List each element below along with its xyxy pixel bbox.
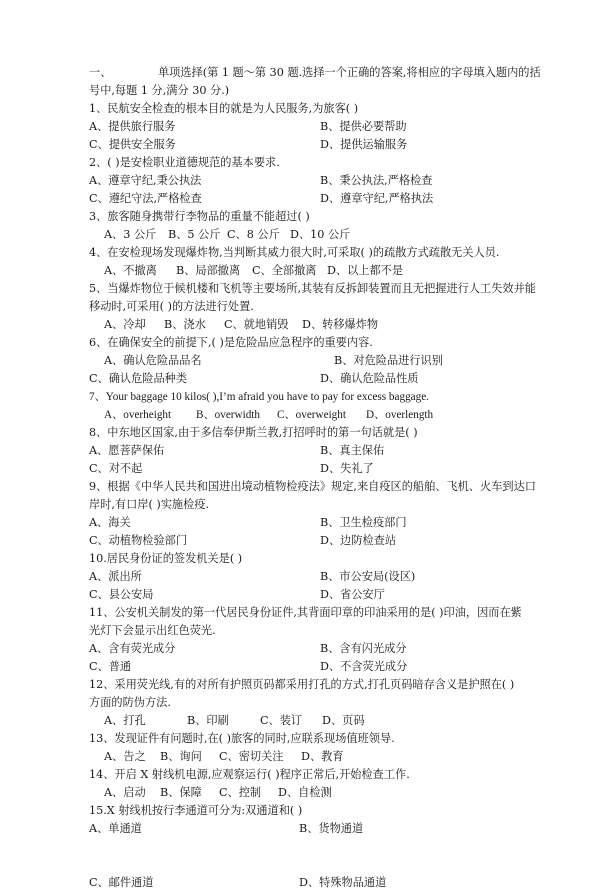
question-14-stem: 14、开启 X 射线机电源,应观察运行( )程序正常后,开始检查工作. <box>89 768 410 781</box>
question-12-stem: 12、采用荧光线,有的对所有护照页码都采用打孔的方式,打孔页码暗存含义是护照在( ) <box>89 678 515 691</box>
question-2-option-c: C、遵纪守法,严格检查 <box>89 192 202 205</box>
question-6-option-b: B、对危险品进行识别 <box>334 354 443 367</box>
question-7-stem: 7、Your baggage 10 kilos( ),I’m afraid you have to pay for excess baggage. <box>89 391 429 403</box>
question-6-stem: 6、在确保安全的前提下,( )是危险品应急程序的重要内容. <box>89 336 373 349</box>
question-14-option-a: A、启动 <box>104 786 146 799</box>
question-5-option-b: B、浇水 <box>164 318 206 331</box>
question-13-option-c: C、密切关注 <box>219 750 284 763</box>
question-8-option-d: D、失礼了 <box>320 462 374 475</box>
question-13-stem: 13、发现证件有问题时,在( )旅客的同时,应联系现场值班领导. <box>89 732 395 745</box>
question-3-option-d: D、10 公斤 <box>290 228 351 241</box>
question-1-option-d: D、提供运输服务 <box>320 138 408 151</box>
question-14-option-d: D、自检测 <box>278 786 332 799</box>
question-5-option-a: A、冷却 <box>104 318 146 331</box>
question-3-stem: 3、旅客随身携带行李物品的重量不能超过( ) <box>89 210 310 223</box>
question-12-option-c: C、装订 <box>260 714 303 727</box>
question-9-option-a: A、海关 <box>89 516 131 529</box>
question-4-option-b: B、局部撤离 <box>176 264 241 277</box>
question-11-stem: 11、公安机关制发的第一代居民身份证件,其背面印章的印油采用的是( )印油，因而在紫 <box>89 606 522 619</box>
question-10-option-a: A、派出所 <box>89 570 142 583</box>
question-2-stem: 2、( )是安检职业道德规范的基本要求. <box>89 156 280 169</box>
question-3-option-b: B、5 公斤 <box>168 228 221 241</box>
question-8-option-b: B、真主保佑 <box>320 444 385 457</box>
question-1-option-b: B、提供必要帮助 <box>320 120 407 133</box>
question-1-stem: 1、民航安全检查的根本目的就是为人民服务,为旅客( ) <box>89 102 359 115</box>
question-7-option-c: C、overweight <box>277 409 346 421</box>
question-11-option-c: C、普通 <box>89 660 132 673</box>
question-10-option-d: D、省公安厅 <box>320 588 385 601</box>
question-11-option-b: B、含有闪光成分 <box>320 642 407 655</box>
question-14-option-b: B、保障 <box>160 786 202 799</box>
question-4-option-c: C、全部撤离 <box>252 264 317 277</box>
question-5-stem: 5、当爆炸物位于候机楼和飞机等主要场所,其装有反拆卸装置而且无把握进行人工失效并能 <box>89 282 536 295</box>
question-4-stem: 4、在安检现场发现爆炸物,当判断其威力很大时,可采取( )的疏散方式疏散无关人员. <box>89 246 500 259</box>
question-5-option-c: C、就地销毁 <box>224 318 289 331</box>
question-10-stem: 10.居民身份证的签发机关是( ) <box>89 552 243 565</box>
question-11-stem-cont: 光灯下会显示出红色荧光. <box>89 624 216 637</box>
question-13-option-b: B、询问 <box>160 750 202 763</box>
question-13-option-a: A、告之 <box>104 750 146 763</box>
question-9-stem-cont: 岸时,有口岸( )实施检疫. <box>89 498 210 511</box>
question-4-option-a: A、不撤离 <box>104 264 157 277</box>
question-3-option-a: A、3 公斤 <box>104 228 157 241</box>
question-15-option-d: D、特殊物品通道 <box>299 876 387 889</box>
question-9-option-b: B、卫生检疫部门 <box>320 516 407 529</box>
question-12-stem-cont: 方面的防伪方法. <box>89 696 171 709</box>
question-10-option-c: C、县公安局 <box>89 588 154 601</box>
question-10-option-b: B、市公安局(设区) <box>320 570 416 583</box>
question-9-stem: 9、根据《中华人民共和国进出境动植物检疫法》规定,来自疫区的船舶、飞机、火车到达口 <box>89 480 536 493</box>
question-5-stem-cont: 移动时,可采用( )的方法进行处置. <box>89 300 254 313</box>
section-intro-line2: 号中,每题 1 分,满分 30 分.) <box>89 84 230 97</box>
question-6-option-a: A、确认危险品品名 <box>104 354 202 367</box>
question-8-stem: 8、中东地区国家,由于多信奉伊斯兰教,打招呼时的第一句话就是( ) <box>89 426 418 439</box>
question-9-option-d: D、边防检查站 <box>320 534 397 547</box>
question-13-option-d: D、教育 <box>301 750 344 763</box>
question-15-option-a: A、单通道 <box>89 822 142 835</box>
question-1-option-a: A、提供旅行服务 <box>89 120 176 133</box>
question-8-option-a: A、愿菩萨保佑 <box>89 444 165 457</box>
question-15-option-b: B、货物通道 <box>299 822 364 835</box>
question-15-stem: 15.X 射线机按行李通道可分为:双通道和( ) <box>89 804 303 817</box>
question-7-option-b: B、overwidth <box>196 409 261 421</box>
question-4-option-d: D、以上都不是 <box>327 264 404 277</box>
question-9-option-c: C、动植物检验部门 <box>89 534 188 547</box>
question-5-option-d: D、转移爆炸物 <box>302 318 379 331</box>
question-7-option-d: D、overlength <box>366 409 434 421</box>
question-8-option-c: C、对不起 <box>89 462 143 475</box>
question-2-option-a: A、遵章守纪,秉公执法 <box>89 174 202 187</box>
question-2-option-d: D、遵章守纪,严格执法 <box>320 192 434 205</box>
question-12-option-d: D、页码 <box>322 714 365 727</box>
question-12-option-b: B、印刷 <box>187 714 229 727</box>
question-7-option-a: A、overheight <box>104 409 172 421</box>
question-6-option-c: C、确认危险品种类 <box>89 372 188 385</box>
question-11-option-a: A、含有荧光成分 <box>89 642 176 655</box>
question-1-option-c: C、提供安全服务 <box>89 138 176 151</box>
question-6-option-d: D、确认危险品性质 <box>320 372 419 385</box>
section-number: 一、 <box>89 66 112 79</box>
question-11-option-d: D、不含荧光成分 <box>320 660 408 673</box>
section-intro-line1: 单项选择(第 1 题～第 30 题.选择一个正确的答案,将相应的字母填入题内的括 <box>158 66 541 79</box>
question-15-option-c: C、邮件通道 <box>89 876 154 889</box>
question-3-option-c: C、8 公斤 <box>227 228 280 241</box>
question-12-option-a: A、打孔 <box>104 714 146 727</box>
question-2-option-b: B、秉公执法,严格检查 <box>320 174 433 187</box>
question-14-option-c: C、控制 <box>219 786 262 799</box>
